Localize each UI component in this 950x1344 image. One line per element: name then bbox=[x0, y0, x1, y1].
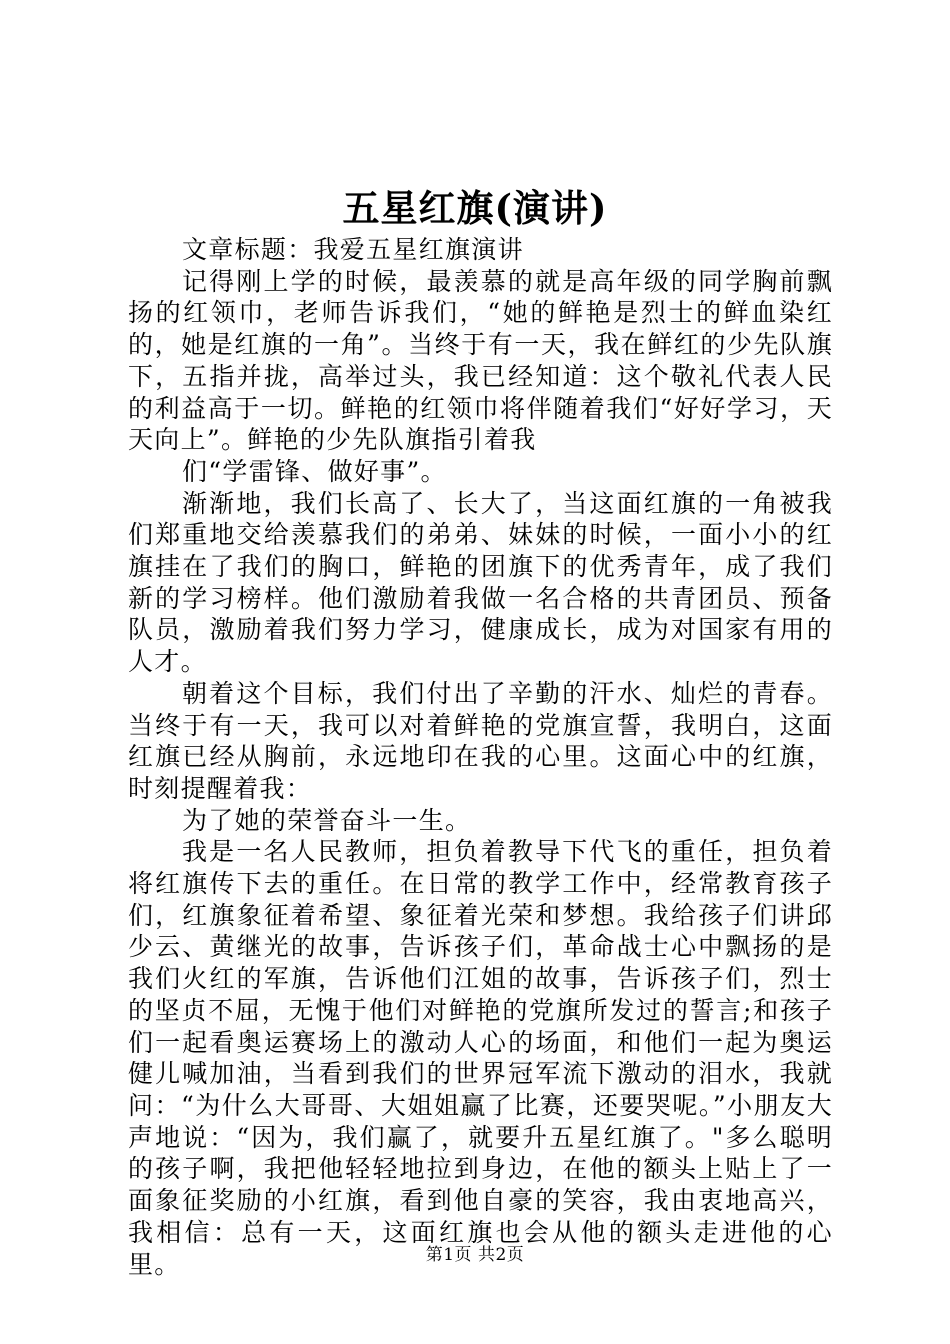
document-body bbox=[128, 234, 833, 1280]
document-title: 五星红旗(演讲) bbox=[342, 186, 608, 230]
paragraph: 我是一名人民教师，担负着教导下代飞的重任，担负着将红旗传下去的重任。在日常的教学工作中，经常教育孩子们，红旗象征着希望、象征着光荣和梦想。我给孩子们讲邱少云、黄继光的故事，告诉孩子们，革命战士心中飘扬的是我们火红的军旗，告诉他们江姐的故事，告诉孩子们，烈士的坚贞不屈，无愧于他们对鲜艳的党旗所发过的誓言;和孩子们一起看奥运赛场上的激动人心的场面，和他们一起为奥运健儿喊加油，当看到我们的世界冠军流下激动的泪水，我就问：“为什么大哥哥、大姐姐赢了比赛，还要哭呢。”小朋友大声地说：“因为，我们赢了，就要升五星红旗了。"多么聪明的孩子啊，我把他轻轻地拉到身边，在他的额头上贴上了一面象征奖励的小红旗，看到他自豪的笑容，我由衷地高兴，我相信：总有一天，这面红旗也会从他的额头走进他的心里。 bbox=[128, 837, 833, 1279]
page-footer: 第1页 共2页 bbox=[425, 1245, 525, 1265]
paragraph: 渐渐地，我们长高了、长大了，当这面红旗的一角被我们郑重地交给羡慕我们的弟弟、妹妹的时候，一面小小的红旗挂在了我们的胸口，鲜艳的团旗下的优秀青年，成了我们新的学习榜样。他们激励着我做一名合格的共青团员、预备队员，激励着我们努力学习，健康成长，成为对国家有用的人才。 bbox=[128, 488, 833, 677]
paragraph-article-title: 文章标题：我爱五星红旗演讲 bbox=[182, 235, 524, 264]
paragraph: 记得刚上学的时候，最羡慕的就是高年级的同学胸前飘扬的红领巾，老师告诉我们，“她的鲜艳是烈士的鲜血染红的，她是红旗的一角”。当终于有一天，我在鲜红的少先队旗下，五指并拢，高举过头，我已经知道：这个敬礼代表人民的利益高于一切。鲜艳的红领巾将伴随着我们“好好学习，天天向上”。鲜艳的少先队旗指引着我 bbox=[128, 266, 833, 455]
paragraph: 们“学雷锋、做好事”。 bbox=[182, 456, 447, 486]
paragraph: 为了她的荣誉奋斗一生。 bbox=[182, 805, 472, 835]
paragraph: 朝着这个目标，我们付出了辛勤的汗水、灿烂的青春。当终于有一天，我可以对着鲜艳的党旗宣誓，我明白，这面红旗已经从胸前，永远地印在我的心里。这面心中的红旗，时刻提醒着我： bbox=[128, 678, 833, 803]
